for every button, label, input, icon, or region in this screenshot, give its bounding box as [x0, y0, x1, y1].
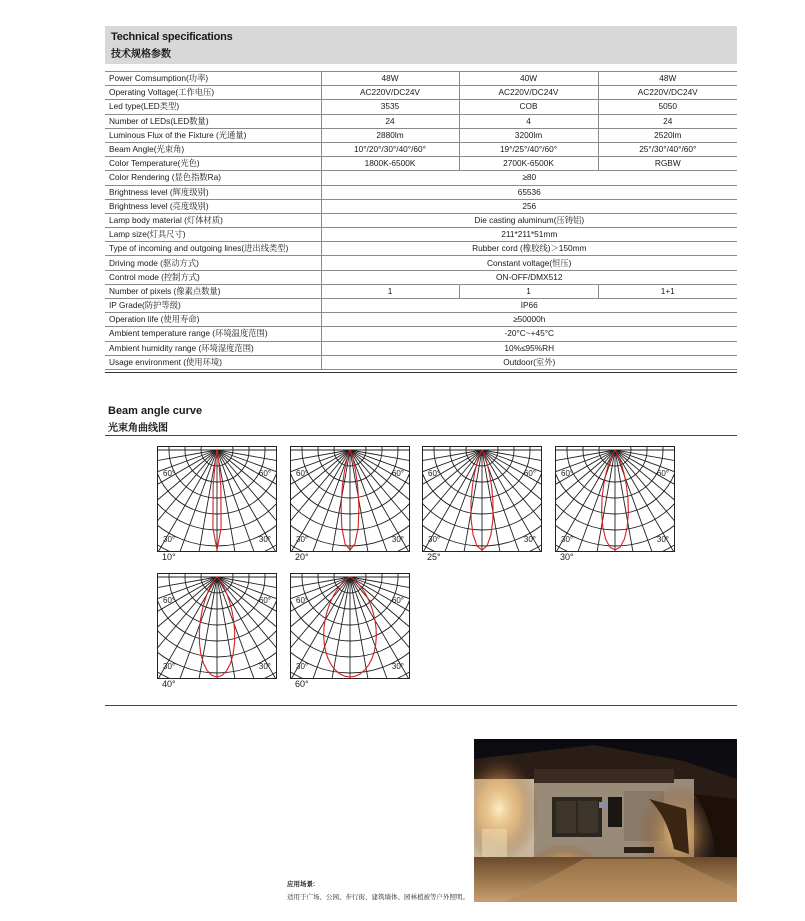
spec-label: Color Temperature(光色) — [105, 157, 321, 171]
spec-label: Driving mode (驱动方式) — [105, 256, 321, 270]
beam-chart-label: 40° — [162, 679, 176, 689]
spec-value: 10%≤95%RH — [321, 341, 737, 355]
spec-value: Constant voltage(恒压) — [321, 256, 737, 270]
spec-row — [105, 228, 737, 242]
grid-angle-label: 30° — [163, 535, 176, 544]
spec-value-3: 2520lm — [598, 128, 737, 142]
spec-value-1: 48W — [321, 72, 459, 86]
grid-angle-label: 30° — [163, 662, 176, 671]
beam-chart-1 — [290, 446, 410, 552]
polar-grid — [290, 446, 410, 552]
grid-angle-label: 30° — [296, 662, 309, 671]
spec-row — [105, 72, 737, 86]
grid-angle-label: 60° — [258, 469, 271, 478]
spec-row — [105, 199, 737, 213]
spec-row — [105, 256, 737, 270]
polar-grid — [157, 573, 277, 679]
spec-value-3: 5050 — [598, 100, 737, 114]
grid-angle-label: 30° — [561, 535, 574, 544]
grid-angle-label: 60° — [391, 596, 404, 605]
spec-row — [105, 128, 737, 142]
grid-angle-label: 60° — [656, 469, 669, 478]
spec-label: Lamp size(灯具尺寸) — [105, 228, 321, 242]
spec-value-2: AC220V/DC24V — [459, 86, 598, 100]
spec-row — [105, 313, 737, 327]
spec-label: Ambient humidity range (环境湿度范围) — [105, 341, 321, 355]
spec-label: Led type(LED类型) — [105, 100, 321, 114]
spec-label: Luminous Flux of the Fixture (光通量) — [105, 128, 321, 142]
spec-value-3: RGBW — [598, 157, 737, 171]
beam-chart-0 — [157, 446, 277, 552]
grid-angle-label: 30° — [428, 535, 441, 544]
spec-title-cn: 技术规格参数 — [111, 49, 171, 60]
grid-angle-label: 30° — [391, 535, 404, 544]
spec-value-1: AC220V/DC24V — [321, 86, 459, 100]
spec-label: Operating Voltage(工作电压) — [105, 86, 321, 100]
spec-value: ≥80 — [321, 171, 737, 185]
spec-value-3: 24 — [598, 114, 737, 128]
spec-row — [105, 185, 737, 199]
spec-label: Beam Angle(光束角) — [105, 142, 321, 156]
spec-row — [105, 171, 737, 185]
grid-angle-label: 60° — [163, 469, 176, 478]
spec-value: 65536 — [321, 185, 737, 199]
application-photo — [474, 739, 737, 902]
spec-value-2: 2700K-6500K — [459, 157, 598, 171]
application-caption-text: 适用于广场、公园、步行街、建筑墙体、园林植被等户外照明。 — [287, 894, 469, 901]
spec-row — [105, 299, 737, 313]
grid-angle-label: 60° — [296, 469, 309, 478]
spec-row — [105, 157, 737, 171]
spec-label: Power Comsumption(功率) — [105, 72, 321, 86]
spec-row — [105, 114, 737, 128]
grid-angle-label: 30° — [296, 535, 309, 544]
spec-value: IP66 — [321, 299, 737, 313]
spec-value-1: 2880lm — [321, 128, 459, 142]
grid-angle-label: 30° — [258, 662, 271, 671]
spec-row — [105, 86, 737, 100]
spec-value: 211*211*51mm — [321, 228, 737, 242]
spec-row — [105, 327, 737, 341]
spec-value-2: 3200lm — [459, 128, 598, 142]
spec-title-en: Technical specifications — [111, 31, 233, 43]
spec-label: Lamp body material (灯体材质) — [105, 213, 321, 227]
grid-angle-label: 60° — [561, 469, 574, 478]
beam-section-bottom-rule — [105, 705, 737, 706]
spec-row — [105, 213, 737, 227]
grid-angle-label: 30° — [258, 535, 271, 544]
spec-value-1: 1 — [321, 284, 459, 298]
beam-chart-5 — [290, 573, 410, 679]
spec-row — [105, 270, 737, 284]
beam-chart-label: 10° — [162, 552, 176, 562]
spec-value: ON-OFF/DMX512 — [321, 270, 737, 284]
spec-value-3: 48W — [598, 72, 737, 86]
application-caption-title: 应用场景: — [287, 881, 316, 888]
spec-value: 256 — [321, 199, 737, 213]
spec-value: Die casting aluminum(压铸铝) — [321, 213, 737, 227]
polar-grid — [555, 446, 675, 552]
polar-grid — [290, 573, 410, 679]
beam-section-top-rule — [105, 435, 737, 436]
spec-row — [105, 355, 737, 369]
spec-value: Outdoor(室外) — [321, 355, 737, 369]
spec-value-2: COB — [459, 100, 598, 114]
spec-value-1: 24 — [321, 114, 459, 128]
spec-value-3: 25°/30°/40°/60° — [598, 142, 737, 156]
grid-angle-label: 60° — [523, 469, 536, 478]
spec-row — [105, 142, 737, 156]
spec-value-2: 1 — [459, 284, 598, 298]
spec-row — [105, 242, 737, 256]
spec-value-2: 19°/25°/40°/60° — [459, 142, 598, 156]
grid-angle-label: 30° — [656, 535, 669, 544]
spec-value: Rubber cord (橡胶线)＞150mm — [321, 242, 737, 256]
spec-value-2: 4 — [459, 114, 598, 128]
spec-value-1: 3535 — [321, 100, 459, 114]
beam-chart-label: 25° — [427, 552, 441, 562]
spec-row — [105, 100, 737, 114]
beam-curve-title-en: Beam angle curve — [108, 405, 203, 417]
spec-label: Operation life (使用寿命) — [105, 313, 321, 327]
spec-value-1: 1800K-6500K — [321, 157, 459, 171]
spec-header-bar — [105, 26, 737, 64]
grid-angle-label: 30° — [523, 535, 536, 544]
beam-chart-3 — [555, 446, 675, 552]
beam-chart-label: 20° — [295, 552, 309, 562]
table-bottom-rule — [105, 372, 737, 373]
grid-angle-label: 60° — [391, 469, 404, 478]
spec-label: Ambient temperature range (环境温度范围) — [105, 327, 321, 341]
spec-value-1: 10°/20°/30°/40°/60° — [321, 142, 459, 156]
grid-angle-label: 60° — [163, 596, 176, 605]
beam-chart-label: 30° — [560, 552, 574, 562]
spec-row — [105, 284, 737, 298]
spec-label: Number of LEDs(LED数量) — [105, 114, 321, 128]
spec-value-2: 40W — [459, 72, 598, 86]
spec-label: Brightness level (亮度级别) — [105, 199, 321, 213]
grid-angle-label: 60° — [258, 596, 271, 605]
grid-angle-label: 60° — [296, 596, 309, 605]
spec-label: Usage environment (使用环境) — [105, 355, 321, 369]
spec-label: Brightness level (辉度级别) — [105, 185, 321, 199]
spec-label: Number of pixels (像素点数量) — [105, 284, 321, 298]
spec-value-3: 1+1 — [598, 284, 737, 298]
spec-label: IP Grade(防护等级) — [105, 299, 321, 313]
beam-chart-label: 60° — [295, 679, 309, 689]
beam-chart-4 — [157, 573, 277, 679]
spec-label: Color Rendering (显色指数Ra) — [105, 171, 321, 185]
beam-curve-title-cn: 光束角曲线图 — [108, 423, 168, 434]
spec-value: -20°C~+45°C — [321, 327, 737, 341]
grid-angle-label: 30° — [391, 662, 404, 671]
spec-value-3: AC220V/DC24V — [598, 86, 737, 100]
beam-chart-2 — [422, 446, 542, 552]
polar-grid — [422, 446, 542, 552]
house-night-photo — [474, 739, 737, 902]
spec-table — [105, 71, 737, 370]
spec-label: Control mode (控制方式) — [105, 270, 321, 284]
spec-value: ≥50000h — [321, 313, 737, 327]
spec-label: Type of incoming and outgoing lines(进出线类型) — [105, 242, 321, 256]
grid-angle-label: 60° — [428, 469, 441, 478]
spec-row — [105, 341, 737, 355]
polar-grid — [157, 446, 277, 552]
